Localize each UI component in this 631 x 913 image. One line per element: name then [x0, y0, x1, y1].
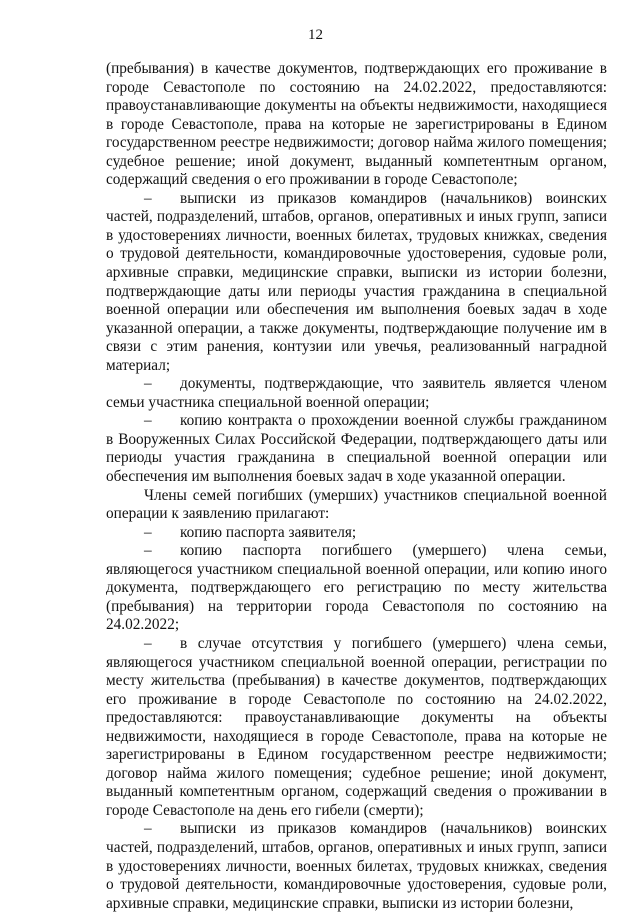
list-dash-marker: – [144, 523, 152, 541]
list-item-command-orders [106, 190, 607, 375]
list-item-family-member-proof [106, 375, 607, 412]
list-item-text: выписки из приказов командиров (начальников) воинских частей, подразделений, штабов, органов, оперативных и иных групп, записи в удостоверениях личности, военных билетах, трудовых книжках, сведения о трудовой деятельности, командировочные удостоверения, судовые роли, архивные справки, медицинские справки, выписки из истории болезни, [106, 820, 607, 912]
list-dash-marker: – [144, 542, 152, 560]
list-dash-marker: – [144, 189, 152, 207]
list-item-text: копию паспорта заявителя; [180, 523, 357, 541]
list-item-text: в случае отсутствия у погибшего (умершего) члена семьи, являющегося участником специальной военной операции, регистрации по месту жительства (пребывания) в качестве документов, подтверждающих его проживание в городе Севастополе по состоянию на 24.02.2022, предоставляются: правоустанавливающие документы на объекты недвижимости, находящиеся в городе Севастополе, права на которые не зарегистрированы в Едином государственном реестре недвижимости; договор найма жилого помещения; судебное решение; иной документ, выданный компетентным органом, содержащий сведения о проживании в городе Севастополе на день его гибели (смерти); [106, 634, 607, 819]
page-number: 12 [308, 27, 323, 43]
list-item-applicant-passport [106, 524, 607, 543]
list-item-command-orders-deceased [106, 820, 607, 913]
list-item-text: копию контракта о прохождении военной службы гражданином в Вооруженных Силах Российской Федерации, подтверждающего даты или периоды участия гражданина в специальной военной операции или обеспечения им выполнения боевых задач в ходе указанной операции. [106, 412, 607, 486]
paragraph-families-of-deceased [106, 487, 607, 524]
list-dash-marker: – [144, 634, 152, 652]
document-body [106, 60, 607, 913]
list-item-no-registration-case [106, 635, 607, 820]
paragraph-residence-documents [106, 60, 607, 190]
list-dash-marker: – [144, 375, 152, 393]
list-item-deceased-passport [106, 542, 607, 635]
list-item-text: документы, подтверждающие, что заявитель является членом семьи участника специальной военной операции; [106, 375, 607, 411]
list-item-contract-copy [106, 412, 607, 486]
paragraph-text: Члены семей погибших (умерших) участников специальной военной операции к заявлению прилагают: [106, 486, 607, 523]
paragraph-text: (пребывания) в качестве документов, подтверждающих его проживание в городе Севастополе по состоянию на 24.02.2022, предоставляются: правоустанавливающие документы на объекты недвижимости, находящиеся в городе Севастополе, права на которые не зарегистрированы в Едином государственном реестре недвижимости; договор найма жилого помещения; судебное решение; иной документ, выданный компетентным органом, содержащий сведения о его проживании в городе Севастополе; [106, 60, 607, 189]
list-dash-marker: – [144, 412, 152, 430]
list-dash-marker: – [144, 820, 152, 838]
list-item-text: копию паспорта погибшего (умершего) члена семьи, являющегося участником специальной военной операции, или копию иного документа, подтверждающего его регистрацию по месту жительства (пребывания) на территории города Севастополя по состоянию на 24.02.2022; [106, 542, 607, 634]
list-item-text: выписки из приказов командиров (начальников) воинских частей, подразделений, штабов, органов, оперативных и иных групп, записи в удостоверениях личности, военных билетах, трудовых книжках, сведения о трудовой деятельности, командировочные удостоверения, судовые роли, архивные справки, медицинские справки, выписки из истории болезни, подтверждающие даты или периоды участия гражданина в специальной военной операции или обеспечения им выполнения боевых задач в ходе указанной операции, а также документы, подтверждающие получение им в связи с этим ранения, контузии или увечья, реализованный наградной материал; [106, 189, 607, 374]
